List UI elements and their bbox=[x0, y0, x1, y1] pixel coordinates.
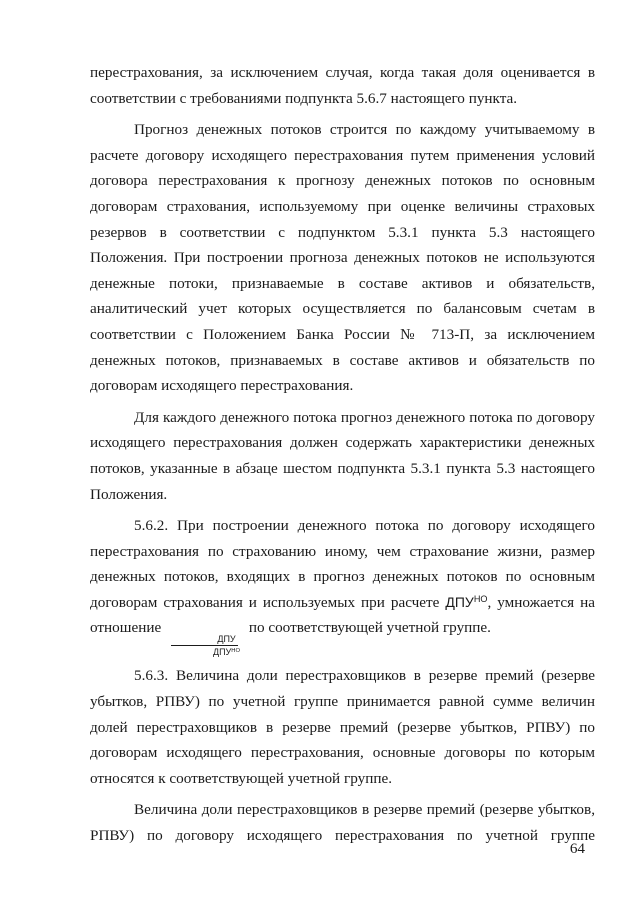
p562-text-before: 5.6.2. При построении денежного потока по договору исходящего перестрахования по страхованию иному, чем страхование жизни, размер денежных потоков, входящих в прогноз денежных потоков по основным договорам страхования и используемых при расчете bbox=[90, 517, 595, 611]
paragraph-continuation: перестрахования, за исключением случая, когда такая доля оценивается в соответствии с требованиями подпункта 5.6.7 настоящего пункта. bbox=[90, 64, 595, 107]
p562-text-after: по соответствующей учетной группе. bbox=[245, 619, 491, 637]
dpu-no-term bbox=[445, 594, 487, 610]
fraction-numerator: ДПУ bbox=[171, 634, 237, 646]
fraction-denominator bbox=[167, 646, 242, 657]
fraction-denominator-superscript: НО bbox=[231, 648, 241, 655]
p562-text-mid: , умножается на отношение bbox=[90, 593, 595, 637]
dpu-superscript: НО bbox=[473, 593, 488, 604]
paragraph-cash-flow-characteristics: Для каждого денежного потока прогноз денежного потока по договору исходящего перестрахования должен содержать характеристики денежных потоков, указанные в абзаце шестом подпункта 5.3.1 пункта 5.3 настоящего Положения. bbox=[90, 408, 595, 503]
paragraph-5-6-2 bbox=[90, 513, 595, 657]
dpu-label: ДПУ bbox=[445, 593, 474, 610]
dpu-ratio-fraction bbox=[167, 634, 242, 657]
body-text bbox=[90, 60, 595, 849]
fraction-denominator-label: ДПУ bbox=[212, 647, 232, 658]
page-number: 64 bbox=[569, 840, 585, 857]
paragraph-reinsurer-share: Величина доли перестраховщиков в резерве премий (резерве убытков, РПВУ) по договору исходящего перестрахования по учетной группе bbox=[90, 801, 595, 845]
paragraph-5-6-3: 5.6.3. Величина доли перестраховщиков в резерве премий (резерве убытков, РПВУ) по учетной группе принимается равной сумме величин долей перестраховщиков в резерве премий (резерве убытков, РПВУ) по договорам исходящего перестрахования, основные договоры по которым относятся к соответствующей учетной группе. bbox=[90, 667, 595, 787]
paragraph-cash-flow-forecast: Прогноз денежных потоков строится по каждому учитываемому в расчете договору исходящего перестрахования путем применения условий договора перестрахования к прогнозу денежных потоков по основным договорам страхования, используемому при оценке величины страховых резервов в соответствии с подпунктом 5.3.1 пункта 5.3 настоящего Положения. При построении прогноза денежных потоков не используются денежные потоки, признаваемые в составе активов и обязательств, аналитический учет которых осуществляется по балансовым счетам в соответствии с Положением Банка России № 713-П, за исключением денежных потоков, признаваемых в составе активов и обязательств по договорам исходящего перестрахования. bbox=[90, 121, 595, 395]
